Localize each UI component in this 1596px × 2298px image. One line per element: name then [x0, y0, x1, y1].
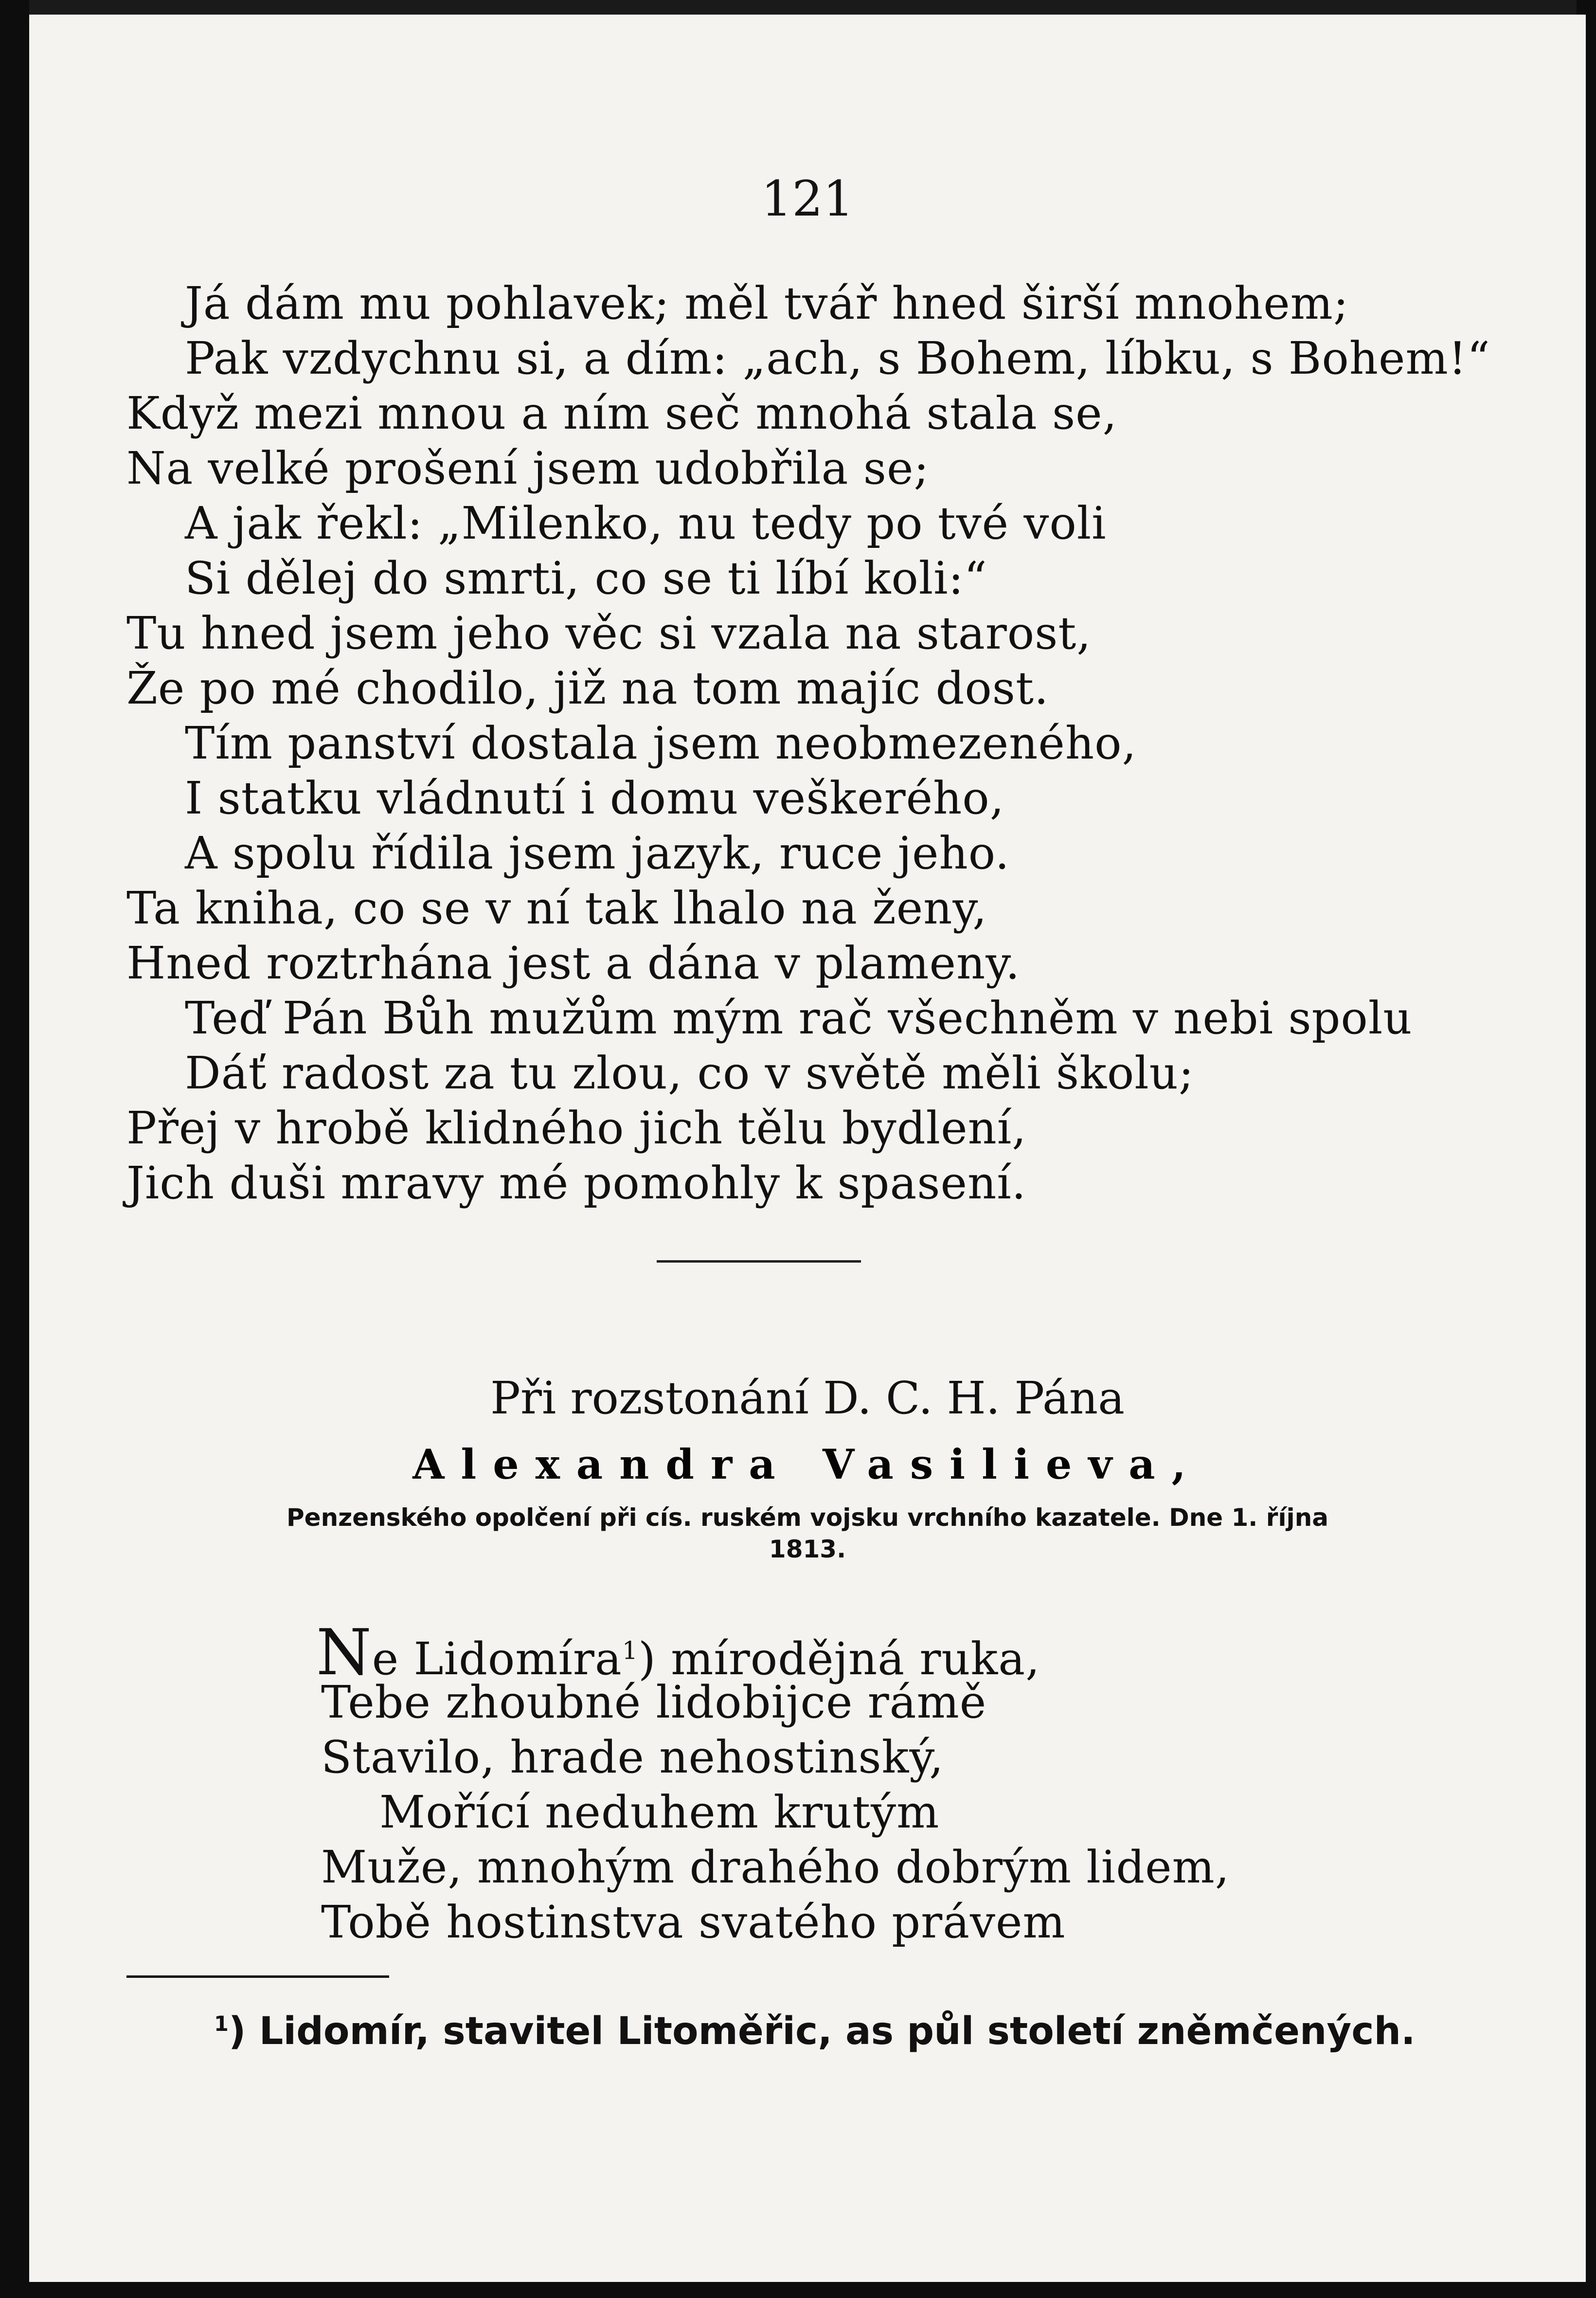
section-title-name: Alexandra Vasilieva,: [412, 1440, 1202, 1488]
poem-line: Muže, mnohým drahého dobrým lidem,: [321, 1841, 1230, 1893]
poem-line: Dáť radost za tu zlou, co v světě měli školu;: [185, 1047, 1194, 1099]
section-divider: [657, 1260, 861, 1271]
footnote: [214, 2009, 1416, 2053]
book-page: [29, 15, 1586, 2282]
footnote-marker: 1: [214, 2012, 229, 2036]
footnote-text: ) Lidomír, stavitel Litoměřic, as půl století zněmčených.: [228, 2009, 1416, 2053]
poem-line: Teď Pán Bůh mužům mým rač všechněm v nebi spolu: [185, 992, 1413, 1044]
first-line-end: ) mírodějná ruka,: [638, 1633, 1040, 1685]
poem-line: A spolu řídila jsem jazyk, ruce jeho.: [185, 827, 1010, 879]
poem-line: Pak vzdychnu si, a dím: „ach, s Bohem, líbku, s Bohem!“: [185, 332, 1490, 384]
footnote-ref: 1: [622, 1636, 638, 1665]
poem-line: Přej v hrobě klidného jich tělu bydlení,: [126, 1102, 1027, 1154]
first-line-text: e Lidomíra: [372, 1633, 622, 1685]
drop-capital: N: [316, 1615, 372, 1689]
poem-line: Hned roztrhána jest a dána v plameny.: [126, 937, 1021, 989]
poem-line: Když mezi mnou a ním seč mnohá stala se,: [126, 387, 1117, 439]
poem-line: Já dám mu pohlavek; měl tvář hned širší mnohem;: [185, 277, 1349, 329]
scan-edge-left: [0, 0, 29, 2298]
poem-line: Jich duši mravy mé pomohly k spasení.: [126, 1157, 1026, 1209]
poem-line: Tu hned jsem jeho věc si vzala na starost,: [126, 607, 1092, 659]
scan-edge-bottom: [0, 2281, 1596, 2298]
poem-line: Tím panství dostala jsem neobmezeného,: [185, 717, 1137, 769]
section-title-intro: Při rozstonání D. C. H. Pána: [490, 1372, 1125, 1424]
poem-line: Stavilo, hrade nehostinský,: [321, 1731, 944, 1783]
poem-line: Tebe zhoubné lidobijce rámě: [321, 1676, 987, 1728]
section-subtitle: Penzenského opolčení při cís. ruském vojsku vrchního kazatele. Dne 1. října: [287, 1503, 1328, 1532]
footnote-rule: [126, 1975, 389, 1978]
poem-line: Mořící neduhem krutým: [379, 1786, 940, 1838]
poem-line: Že po mé chodilo, již na tom majíc dost.: [126, 662, 1049, 714]
poem-line: I statku vládnutí i domu veškerého,: [185, 772, 1004, 824]
poem-line: Si dělej do smrti, co se ti líbí koli:“: [185, 552, 987, 604]
section-year: 1813.: [769, 1535, 846, 1563]
page-number: 121: [761, 170, 854, 227]
poem-line: Na velké prošení jsem udobřila se;: [126, 442, 930, 494]
poem-line: A jak řekl: „Milenko, nu tedy po tvé voli: [185, 497, 1107, 549]
poem-line: Tobě hostinstva svatého právem: [321, 1896, 1066, 1948]
poem-line: Ta kniha, co se v ní tak lhalo na ženy,: [126, 882, 987, 934]
